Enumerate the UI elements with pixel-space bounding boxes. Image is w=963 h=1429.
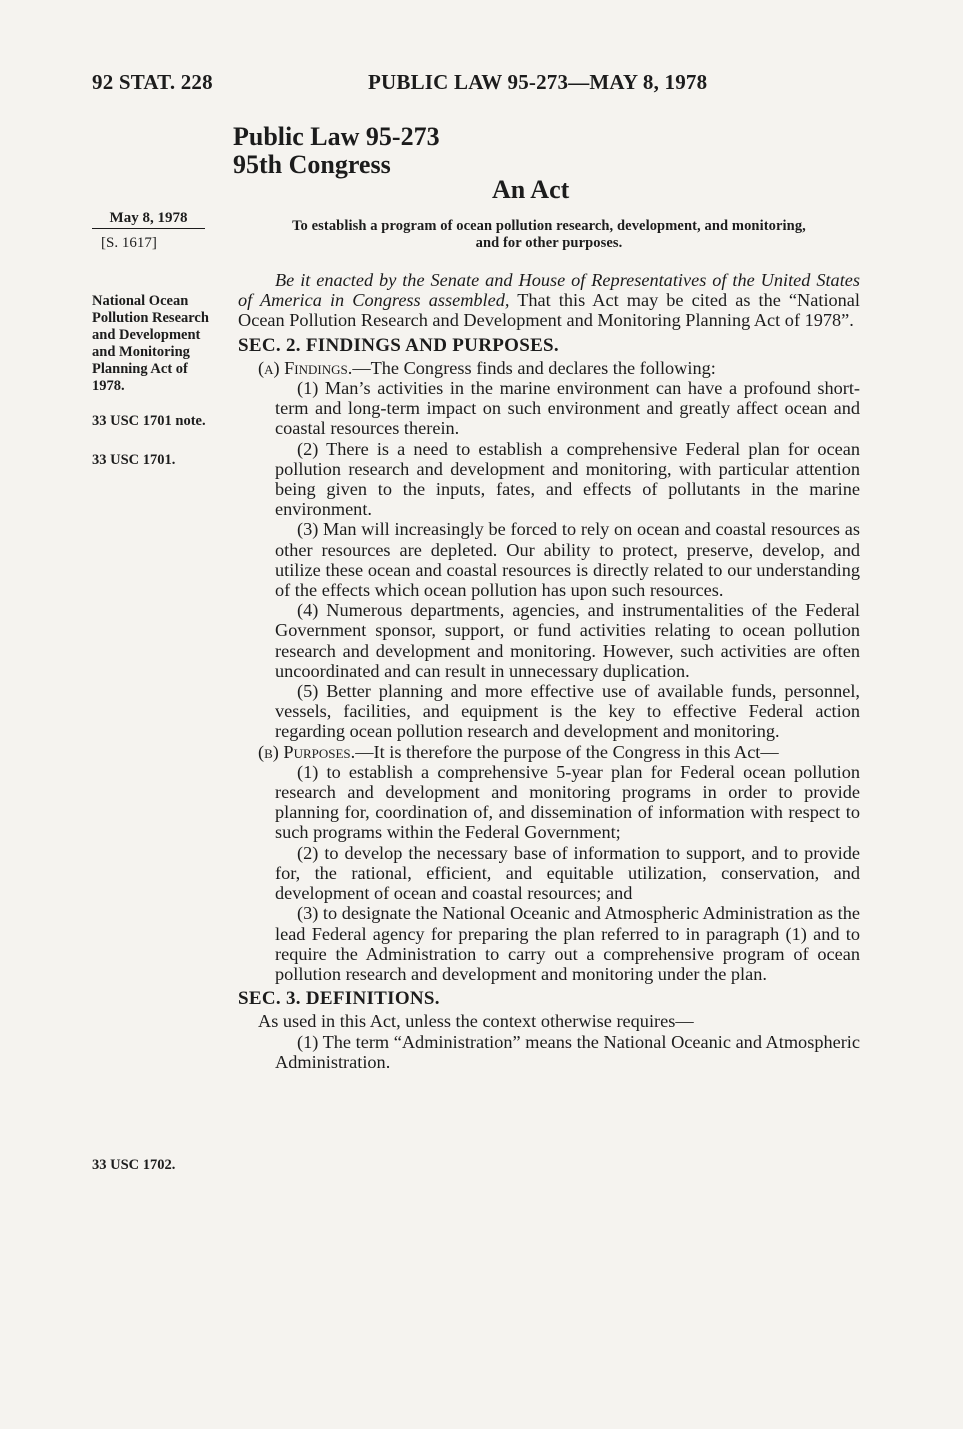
margin-usc-note-1: 33 USC 1701 note. (92, 413, 206, 429)
purpose-line-1: To establish a program of ocean pollution research, development, and monitoring, (292, 218, 806, 234)
act-heading: An Act (492, 175, 570, 204)
purpose-2: (2) to develop the necessary base of information to support, and to provide for, the rational, efficient, and equitable utilization, conservation, and development of ocean and coastal resources; and (275, 842, 860, 904)
section-3-heading: SEC. 3. DEFINITIONS. (238, 988, 440, 1010)
definitions-intro: As used in this Act, unless the context otherwise requires— (258, 1011, 694, 1032)
findings-label: (a) Findings. (258, 357, 353, 378)
margin-usc-note-3: 33 USC 1702. (92, 1157, 176, 1173)
purpose-3: (3) to designate the National Oceanic and Atmospheric Administration as the lead Federal agency for preparing the plan referred to in paragraph (1) and to require the Administration to carry out a comprehensive program of ocean pollution research and development and monitoring under the plan. (275, 903, 860, 984)
enacting-clause-italic: Be it enacted by the Senate and House of Representatives of the United States of America in Congress assembled, (238, 270, 860, 311)
finding-3: (3) Man will increasingly be forced to rely on ocean and coastal resources as other resources are depleted. Our ability to protect, preserve, develop, and utilize these ocean and coastal resources is directly related to our understanding of the effects which ocean pollution has upon such resources. (275, 519, 860, 601)
act-body (238, 270, 860, 1072)
enacting-clause-text: That this Act may be cited as the “National Ocean Pollution Research and Development and Monitoring Planning Act of 1978”. (238, 290, 860, 331)
finding-4: (4) Numerous departments, agencies, and instrumentalities of the Federal Government sponsor, support, or fund activities relating to ocean pollution research and development and monitoring. However, such activities are often uncoordinated and can result in unnecessary duplication. (275, 600, 860, 681)
congress-number: 95th Congress (233, 150, 391, 179)
definition-1: (1) The term “Administration” means the National Oceanic and Atmospheric Administration. (275, 1031, 860, 1072)
margin-short-title-note: National Ocean Pollution Research and Development and Monitoring Planning Act of 1978. (92, 293, 209, 394)
law-number: Public Law 95-273 (233, 122, 440, 151)
purpose-statement (238, 218, 860, 252)
margin-usc-note-2: 33 USC 1701. (92, 452, 176, 468)
running-title: PUBLIC LAW 95-273—MAY 8, 1978 (368, 70, 708, 94)
finding-5: (5) Better planning and more effective use of available funds, personnel, vessels, facilities, and equipment is the key to effective Federal action regarding ocean pollution research and development and monitoring. (275, 681, 860, 742)
finding-1: (1) Man’s activities in the marine environment can have a profound short-term and long-term impact on such environment and greatly affect ocean and coastal resources therein. (275, 378, 860, 439)
purposes-intro: —It is therefore the purpose of the Congress in this Act— (355, 741, 779, 762)
enacting-clause (238, 270, 860, 331)
purposes-label: (b) Purposes. (258, 741, 356, 762)
purpose-1: (1) to establish a comprehensive 5-year plan for Federal ocean pollution research and development and monitoring programs in order to provide planning for, coordination of, and dissemination of information with respect to such programs within the Federal Government; (275, 761, 860, 843)
subsection-b (238, 742, 860, 762)
finding-2: (2) There is a need to establish a comprehensive Federal plan for ocean pollution research and development and monitoring, with particular attention being given to the inputs, fates, and effects of pollutants in the marine environment. (275, 438, 860, 520)
subsection-a (238, 358, 860, 378)
purpose-line-2: and for other purposes. (475, 235, 623, 251)
bill-number: [S. 1617] (101, 235, 157, 251)
findings-intro: —The Congress finds and declares the following: (352, 357, 716, 378)
page-citation: 92 STAT. 228 (92, 70, 213, 94)
enactment-date: May 8, 1978 (92, 210, 205, 229)
section-2-heading: SEC. 2. FINDINGS AND PURPOSES. (238, 334, 559, 356)
